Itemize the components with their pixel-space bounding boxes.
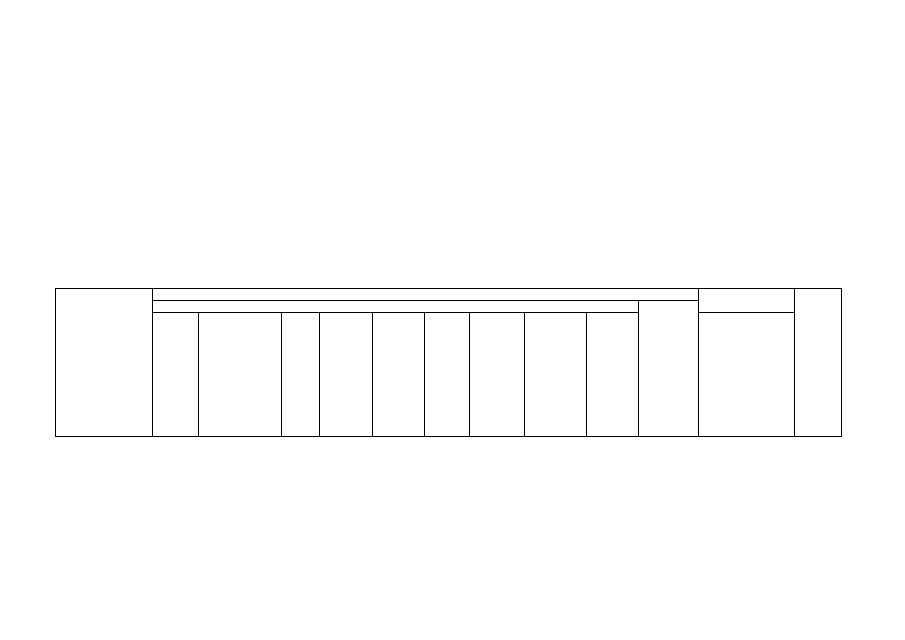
subheader-anti-erosion — [282, 313, 320, 437]
header-row-1 — [56, 289, 842, 301]
name-column-header — [56, 289, 153, 437]
header-row-3 — [56, 313, 842, 437]
subheader-scientific — [320, 313, 373, 437]
subheader-total-valuable — [587, 313, 639, 437]
subheader-exploitation-empty — [699, 313, 795, 437]
subheader-state-belts — [153, 313, 199, 437]
subheader-nut-zones — [373, 313, 425, 437]
subheader-ribbon-pine — [425, 313, 470, 437]
bottom-forest-table — [55, 288, 842, 437]
subheader-spawning — [470, 313, 525, 437]
subheader-desert-forests — [199, 313, 282, 437]
all-protective-header — [639, 301, 699, 437]
total-forests-header — [795, 289, 842, 437]
exploitation-forests-header — [699, 289, 795, 313]
subheader-water-belts — [525, 313, 587, 437]
valuable-forests-header — [153, 301, 639, 313]
protective-forests-header — [153, 289, 699, 301]
